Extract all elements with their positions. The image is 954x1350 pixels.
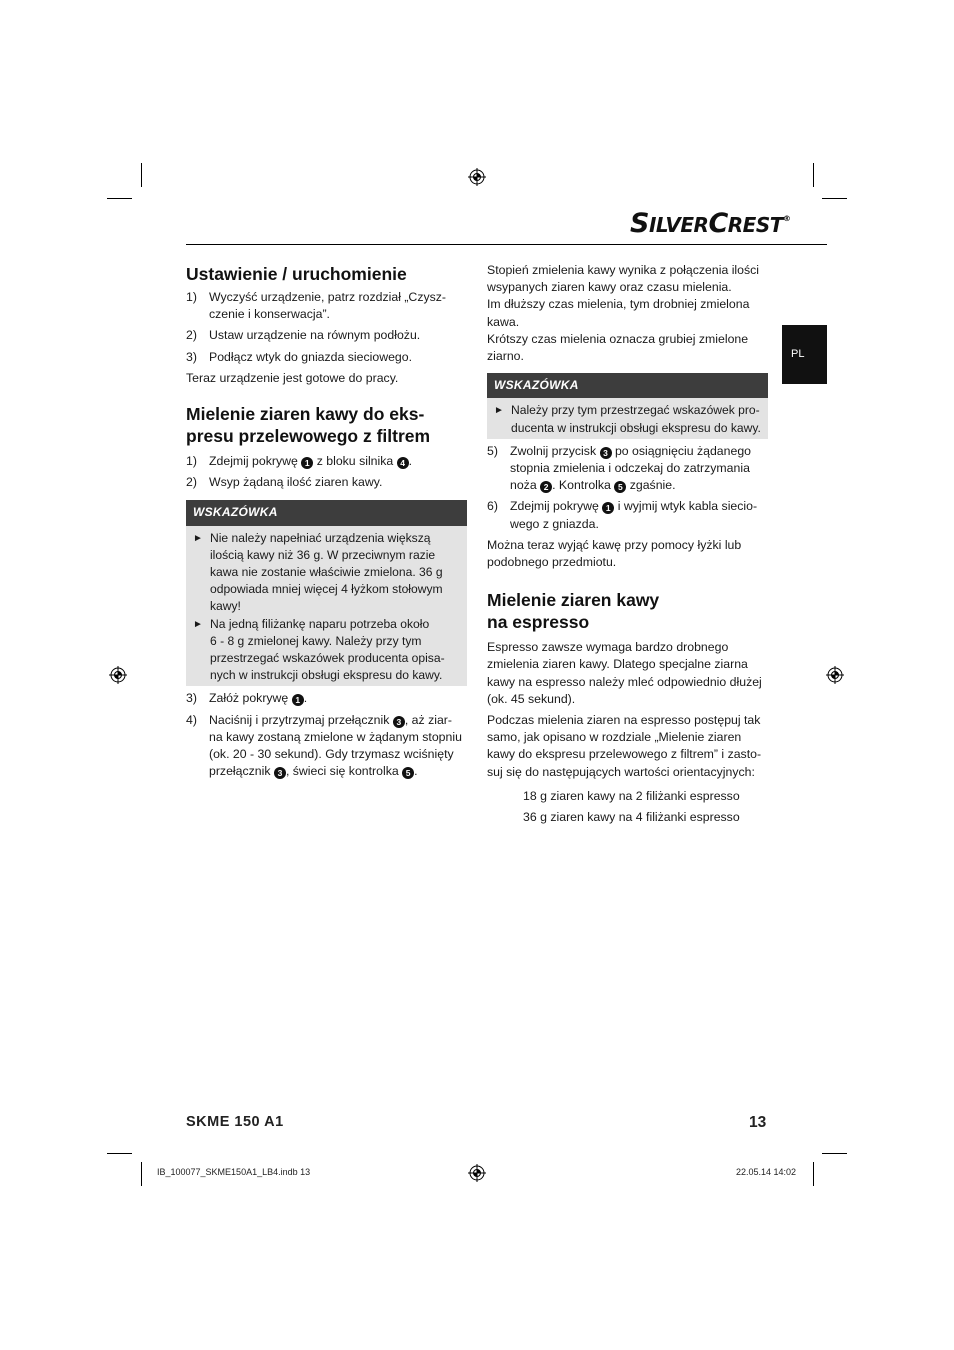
- intro-text: Stopień zmielenia kawy wynika z połączenia ilości wsypanych ziaren kawy oraz czasu mielenia. Im dłuższy czas mielenia, tym drobniej zmielona kawa. Krótszy czas mielenia oznacza grubiej zmielone ziarno.: [487, 263, 760, 364]
- page-number: 13: [749, 1114, 767, 1131]
- section-heading-filter: Mielenie ziaren kawy do eks- presu przelewowego z filtrem: [186, 404, 431, 447]
- note-box: [186, 500, 467, 686]
- list-item: 4) Naciśnij i przytrzymaj przełącznik 3 , aż ziar- na kawy zostaną zmielone w żądanym stopniu (ok. 20 - 30 sekund). Gdy trzymasz wciśnięty przełącznik 3 , świeci się kontrolka 5 .: [186, 712, 462, 779]
- registration-mark-icon: [468, 168, 486, 186]
- circled-number: 2: [540, 481, 552, 493]
- header-rule: [186, 244, 827, 245]
- registration-mark-icon: [109, 666, 127, 684]
- arrow-bullet-icon: ►: [193, 532, 203, 544]
- print-date: 22.05.14 14:02: [736, 1167, 797, 1177]
- note-bullet: ► Nie należy napełniać urządzenia większą ilością kawy niż 36 g. W przeciwnym razie kawa nie zostanie właściwie zmielona. 36 g odpowiada mniej więcej 4 łyżkom stołowym kawy!: [193, 530, 443, 614]
- crop-mark: [107, 198, 132, 199]
- crop-mark: [822, 198, 847, 199]
- section-heading-setup: Ustawienie / uruchomienie: [186, 264, 407, 284]
- circled-number: 5: [402, 767, 414, 779]
- list-item: 3) Załóż pokrywę 1 .: [186, 691, 308, 706]
- list-item: 1) Zdejmij pokrywę 1 z bloku silnika 4 .: [186, 454, 413, 469]
- arrow-bullet-icon: ►: [494, 405, 504, 417]
- value-line: 36 g ziaren kawy na 4 filiżanki espresso: [523, 810, 740, 825]
- silvercrest-logo: SILVERCREST®: [630, 208, 791, 239]
- left-column: [186, 263, 467, 780]
- list-item: 5) Zwolnij przycisk 3 po osiągnięciu żądanego stopnia zmielenia i odczekaj do zatrzymania noża 2 . Kontrolka 5 zgaśnie.: [487, 443, 751, 493]
- list-item: 2) Ustaw urządzenie na równym podłożu.: [186, 328, 421, 343]
- remove-text: Można teraz wyjąć kawę przy pomocy łyżki lub podobnego przedmiotu.: [487, 537, 742, 570]
- registration-mark-icon: [826, 666, 844, 684]
- circled-number: 1: [602, 502, 614, 514]
- arrow-bullet-icon: ►: [193, 618, 203, 630]
- circled-number: 3: [274, 767, 286, 779]
- list-item: 3) Podłącz wtyk do gniazda sieciowego.: [186, 349, 413, 364]
- crop-mark: [822, 1153, 847, 1154]
- note-box: [487, 373, 768, 439]
- model-number: SKME 150 A1: [186, 1114, 284, 1130]
- list-item: 6) Zdejmij pokrywę 1 i wyjmij wtyk kabla siecio- wego z gniazda.: [487, 499, 758, 531]
- crop-mark: [107, 1153, 132, 1154]
- note-bullet: ► Na jedną filiżankę naparu potrzeba około 6 - 8 g zmielonej kawy. Należy przy tym przestrzegać wskazówek producenta opisa- nych w instrukcji obsługi ekspresu do kawy.: [193, 616, 445, 683]
- crop-mark: [141, 1162, 142, 1186]
- note-bullet: ► Należy przy tym przestrzegać wskazówek pro- ducenta w instrukcji obsługi ekspresu do kawy.: [494, 403, 761, 435]
- language-tab: PL: [782, 325, 827, 384]
- registration-mark-icon: [468, 1164, 486, 1182]
- circled-number: 3: [600, 447, 612, 459]
- crop-mark: [141, 163, 142, 187]
- section-heading-espresso: Mielenie ziaren kawy na espresso: [487, 590, 660, 633]
- circled-number: 5: [614, 481, 626, 493]
- circled-number: 3: [393, 716, 405, 728]
- note-title: WSKAZÓWKA: [487, 373, 768, 398]
- circled-number: 1: [301, 457, 313, 469]
- circled-number: 4: [397, 457, 409, 469]
- list-item: 2) Wsyp żądaną ilość ziaren kawy.: [186, 475, 383, 490]
- right-column: [487, 262, 768, 826]
- procedure-text: Podczas mielenia ziaren na espresso postępuj tak samo, jak opisano w rozdziale „Mielenie ziaren kawy do ekspresu przelewowego z filtrem” i zasto- suj się do następujących wartości orientacyjnych:: [487, 713, 762, 779]
- crop-mark: [813, 1162, 814, 1186]
- espresso-text: Espresso zawsze wymaga bardzo drobnego zmielenia ziaren kawy. Dlatego specjalne ziarna kawy na espresso należy mleć odpowiednio dłużej (ok. 45 sekund).: [487, 640, 762, 706]
- crop-mark: [813, 163, 814, 187]
- list-item: 1) Wyczyść urządzenie, patrz rozdział „Czysz- czenie i konserwacja”.: [186, 290, 447, 322]
- value-line: 18 g ziaren kawy na 2 filiżanki espresso: [523, 788, 740, 803]
- circled-number: 1: [292, 694, 304, 706]
- ready-text: Teraz urządzenie jest gotowe do pracy.: [186, 370, 399, 385]
- file-info: IB_100077_SKME150A1_LB4.indb 13: [157, 1167, 311, 1177]
- note-title: WSKAZÓWKA: [186, 500, 467, 525]
